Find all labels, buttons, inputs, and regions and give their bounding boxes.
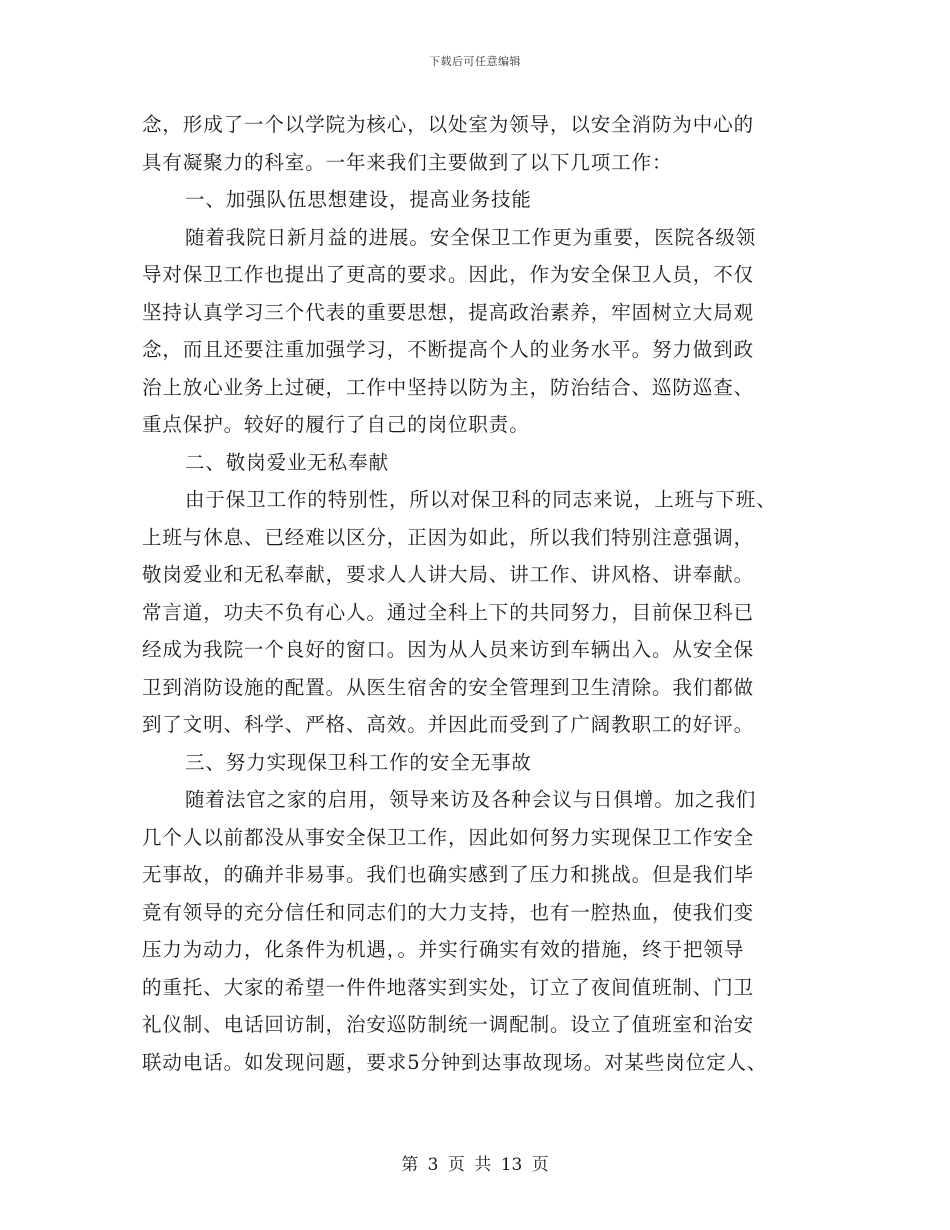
text-line: 无事故，的确并非易事。我们也确实感到了压力和挑战。但是我们毕 <box>142 863 755 886</box>
text-line: 敬岗爱业和无私奉献，要求人人讲大局、讲工作、讲风格、讲奉献。 <box>142 563 755 586</box>
text-line: 随着法官之家的启用，领导来访及各种会议与日俱增。加之我们 <box>185 788 757 811</box>
text-line: 的重托、大家的希望一件件地落实到实处，订立了夜间值班制、门卫 <box>142 975 755 999</box>
text-line: 随着我院日新月益的进展。安全保卫工作更为重要，医院各级领 <box>185 225 757 249</box>
text-line: 竟有领导的充分信任和同志们的大力支持，也有一腔热血，使我们变 <box>142 900 755 924</box>
page-header-note: 下载后可任意编辑 <box>429 55 521 68</box>
text-line: 念，而且还要注重加强学习，不断提高个人的业务水平。努力做到政 <box>142 338 755 361</box>
text-line: 由于保卫工作的特别性，所以对保卫科的同志来说，上班与下班、 <box>185 488 777 511</box>
text-line: 念，形成了一个以学院为核心，以处室为领导，以安全消防为中心的 <box>142 113 755 136</box>
text-line: 具有凝聚力的科室。一年来我们主要做到了以下几项工作： <box>142 150 673 174</box>
document-body <box>142 106 806 1081</box>
text-line: 重点保护。较好的履行了自己的岗位职责。 <box>142 413 530 436</box>
text-line: 导对保卫工作也提出了更高的要求。因此，作为安全保卫人员，不仅 <box>142 263 755 286</box>
text-line: 到了文明、科学、严格、高效。并因此而受到了广阔教职工的好评。 <box>142 713 755 736</box>
text-line: 压力为动力，化条件为机遇，。并实行确实有效的措施，终于把领导 <box>142 938 745 961</box>
text-line: 联动电话。如发现问题，要求5分钟到达事故现场。对某些岗位定人、 <box>142 1050 768 1074</box>
text-line: 二、敬岗爱业无私奉献 <box>185 450 390 474</box>
text-line: 卫到消防设施的配置。从医生宿舍的安全管理到卫生清除。我们都做 <box>142 675 755 699</box>
text-line: 一、加强队伍思想建设，提高业务技能 <box>185 188 532 211</box>
text-line: 几个人以前都没从事安全保卫工作，因此如何努力实现保卫工作安全 <box>142 825 755 849</box>
text-line: 经成为我院一个良好的窗口。因为从人员来访到车辆出入。从安全保 <box>142 638 755 661</box>
text-line: 坚持认真学习三个代表的重要思想，提高政治素养，牢固树立大局观 <box>142 300 755 324</box>
text-line: 三、努力实现保卫科工作的安全无事故 <box>185 750 532 774</box>
text-line: 常言道，功夫不负有心人。通过全科上下的共同努力，目前保卫科已 <box>142 600 755 624</box>
text-line: 上班与休息、已经难以区分，正因为如此，所以我们特别注意强调， <box>142 525 755 549</box>
text-line: 治上放心业务上过硬，工作中坚持以防为主，防治结合、巡防巡查、 <box>142 375 755 399</box>
page-number-footer: 第 3 页 共 13 页 <box>401 1155 549 1175</box>
text-line: 礼仪制、电话回访制，治安巡防制统一调配制。设立了值班室和治安 <box>142 1013 755 1036</box>
